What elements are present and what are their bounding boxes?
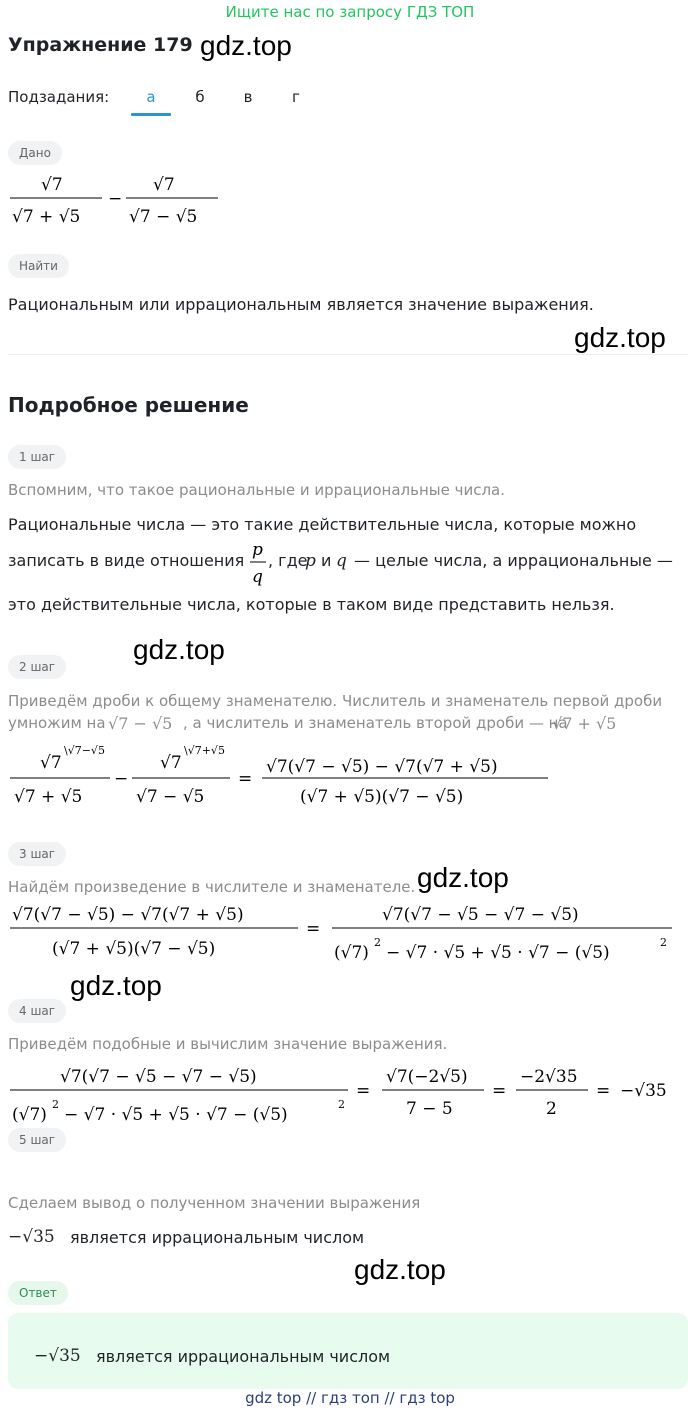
find-chip: Найти [8,254,69,278]
svg-text:=: = [238,769,253,789]
svg-text:√7 − √5: √7 − √5 [108,714,173,733]
svg-text:−: − [114,769,129,789]
watermark: gdz.top [417,862,509,893]
tab-g[interactable]: г [292,88,300,106]
svg-text:7 − 5: 7 − 5 [406,1099,453,1119]
svg-text:√7 − √5: √7 − √5 [136,787,205,807]
step-2-equation [8,738,568,814]
step-2-note-line2a: умножим на [8,714,106,732]
svg-text:√7 + √5: √7 + √5 [12,207,81,227]
svg-text:− √7 · √5 + √5 · √7 − (√5): − √7 · √5 + √5 · √7 − (√5) [64,1105,288,1125]
svg-text:√7: √7 [160,753,182,773]
given-expression [8,170,228,232]
tab-a[interactable]: а [146,88,156,106]
divider [8,354,688,355]
svg-text:=: = [596,1081,611,1101]
svg-text:(√7): (√7) [12,1105,47,1125]
watermark: gdz.top [574,322,666,353]
svg-text:2: 2 [546,1099,557,1119]
var-q: q [336,551,347,571]
watermark: gdz.top [200,30,292,61]
step-4-equation [8,1058,688,1132]
svg-text:2: 2 [338,1098,345,1111]
find-text: Рациональным или иррациональным является значение выражения. [8,295,594,314]
step-5-math-neg-sqrt35: −√35 [8,1227,55,1247]
step-1-text-line1: Рациональные числа — это такие действительные числа, которые можно [8,515,637,534]
step-2-note-line2b: , а числитель и знаменатель второй дроби — на [183,714,568,732]
given-chip: Дано [8,141,62,165]
svg-text:√7(√7 − √5) − √7(√7 + √5): √7(√7 − √5) − √7(√7 + √5) [266,757,498,777]
watermark: gdz.top [133,634,225,665]
step-5-note: Сделаем вывод о полученном значении выражения [8,1194,421,1212]
svg-text:√7(√7 − √5 − √7 − √5): √7(√7 − √5 − √7 − √5) [382,905,579,925]
solution-heading: Подробное решение [8,393,249,417]
step-1-text-line2c: и [321,551,332,570]
svg-text:− √7 · √5 + √5 · √7 − (√5): − √7 · √5 + √5 · √7 − (√5) [386,943,610,963]
step-3-equation [8,896,678,970]
svg-text:\√7+√5: \√7+√5 [184,744,225,757]
svg-text:√7: √7 [153,175,175,195]
step-3-note: Найдём произведение в числителе и знаменателе. [8,878,416,896]
svg-text:=: = [492,1081,507,1101]
watermark: gdz.top [70,970,162,1001]
step-1-text-line2d: — целые числа, а иррациональные — [354,551,673,570]
answer-math-neg-sqrt35: −√35 [34,1346,81,1366]
svg-text:(√7 + √5)(√7 − √5): (√7 + √5)(√7 − √5) [52,939,216,959]
svg-text:\√7−√5: \√7−√5 [64,744,105,757]
step-2-chip: 2 шаг [8,655,66,679]
answer-chip: Ответ [8,1281,68,1305]
p-over-q-fraction [248,538,270,588]
step-1-text-line2b: , где [268,551,308,570]
step-1-note: Вспомним, что такое рациональные и иррациональные числа. [8,481,505,499]
step-5-chip: 5 шаг [8,1128,66,1152]
svg-text:−2√35: −2√35 [520,1067,578,1087]
footer-links[interactable]: gdz top // гдз топ // гдз top [245,1389,455,1407]
svg-text:=: = [356,1081,371,1101]
svg-text:=: = [306,919,321,939]
subtasks-label: Подзадания: [8,88,110,106]
step-5-conclusion: является иррациональным числом [70,1228,365,1247]
answer-text: является иррациональным числом [96,1347,391,1366]
svg-text:√7(√7 − √5) − √7(√7 + √5): √7(√7 − √5) − √7(√7 + √5) [12,905,244,925]
svg-text:√7(−2√5): √7(−2√5) [386,1067,468,1087]
svg-text:√7 + √5: √7 + √5 [552,714,617,733]
tab-b[interactable]: б [195,88,205,106]
svg-text:√7: √7 [41,175,63,195]
svg-text:√7: √7 [40,753,62,773]
inline-math-sqrt7-minus-sqrt5 [106,710,186,736]
step-2-note-line1: Приведём дроби к общему знаменателю. Числитель и знаменатель первой дроби [8,692,663,710]
svg-text:√7(√7 − √5 − √7 − √5): √7(√7 − √5 − √7 − √5) [60,1067,257,1087]
step-4-note: Приведём подобные и вычислим значение выражения. [8,1035,448,1053]
active-tab-indicator [131,113,171,116]
svg-text:q: q [252,567,263,587]
page-title: Упражнение 179 [8,34,193,56]
step-1-text-line2a: записать в виде отношения [8,551,245,570]
top-search-link[interactable]: Ищите нас по запросу ГДЗ ТОП [225,3,475,21]
step-1-chip: 1 шаг [8,445,66,469]
svg-text:(√7 + √5)(√7 − √5): (√7 + √5)(√7 − √5) [300,787,464,807]
step-3-chip: 3 шаг [8,842,66,866]
tab-v[interactable]: в [243,88,253,106]
svg-text:p: p [252,540,263,560]
svg-text:2: 2 [374,936,381,949]
var-p: p [305,551,316,571]
step-4-chip: 4 шаг [8,999,66,1023]
svg-text:2: 2 [52,1098,59,1111]
svg-text:−√35: −√35 [620,1081,667,1101]
svg-text:√7 + √5: √7 + √5 [14,787,83,807]
inline-math-sqrt7-plus-sqrt5 [550,710,630,736]
watermark: gdz.top [354,1254,446,1285]
svg-text:(√7): (√7) [334,943,369,963]
svg-text:2: 2 [660,936,667,949]
svg-text:√7 − √5: √7 − √5 [129,207,198,227]
svg-text:−: − [108,189,123,209]
step-1-text-line3: это действительные числа, которые в таком виде представить нельзя. [8,595,615,614]
